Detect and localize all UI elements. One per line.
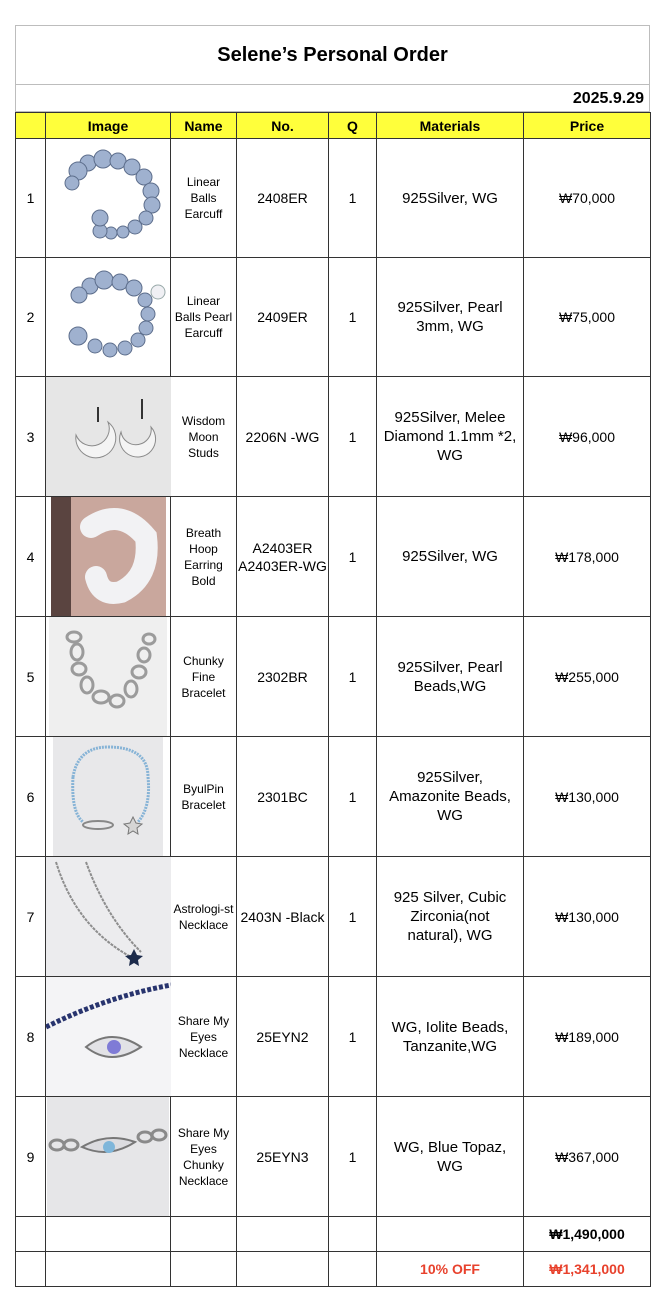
header-no: No. [237,113,329,139]
order-title: Selene’s Personal Order [15,25,650,85]
product-image [46,1097,171,1217]
product-price: ₩75,000 [524,258,651,377]
product-quantity: 1 [329,737,377,857]
product-price: ₩255,000 [524,617,651,737]
header-image: Image [46,113,171,139]
row-index: 5 [16,617,46,737]
product-price: ₩130,000 [524,737,651,857]
header-materials: Materials [377,113,524,139]
product-price: ₩70,000 [524,139,651,258]
eye-necklace-photo-icon [46,977,171,1096]
product-quantity: 1 [329,497,377,617]
product-quantity: 1 [329,377,377,497]
row-index: 8 [16,977,46,1097]
product-materials: WG, Iolite Beads, Tanzanite,WG [377,977,524,1097]
total-row [16,1217,651,1252]
product-price: ₩130,000 [524,857,651,977]
product-name: Astrologi-st Necklace [171,857,237,977]
product-image [46,497,171,617]
header-q: Q [329,113,377,139]
product-no: 2301BC [237,737,329,857]
table-row [16,737,651,857]
table-row [16,857,651,977]
product-price: ₩189,000 [524,977,651,1097]
header-index [16,113,46,139]
discounted-total: ₩1,341,000 [524,1252,651,1287]
row-index: 4 [16,497,46,617]
product-price: ₩178,000 [524,497,651,617]
silver-ball-earcuff-icon [48,143,168,253]
discount-row [16,1252,651,1287]
product-quantity: 1 [329,617,377,737]
product-name: Chunky Fine Bracelet [171,617,237,737]
eye-chunky-necklace-photo-icon [47,1097,169,1216]
table-row [16,977,651,1097]
product-materials: 925Silver, Melee Diamond 1.1mm *2, WG [377,377,524,497]
table-row [16,377,651,497]
header-row [16,113,651,139]
product-quantity: 1 [329,139,377,258]
hoop-earring-photo-icon [51,497,166,616]
discount-label: 10% OFF [377,1252,524,1287]
order-sheet [15,25,650,1287]
product-price: ₩96,000 [524,377,651,497]
table-row [16,497,651,617]
chunky-bracelet-photo-icon [49,617,167,736]
product-materials: 925 Silver, Cubic Zirconia(not natural), WG [377,857,524,977]
product-materials: 925Silver, WG [377,497,524,617]
silver-ball-pearl-earcuff-icon [48,262,168,372]
product-price: ₩367,000 [524,1097,651,1217]
product-name: Linear Balls Earcuff [171,139,237,258]
product-name: Breath Hoop Earring Bold [171,497,237,617]
product-no: 2302BR [237,617,329,737]
product-name: Linear Balls Pearl Earcuff [171,258,237,377]
row-index: 2 [16,258,46,377]
row-index: 9 [16,1097,46,1217]
table-row [16,139,651,258]
order-date: 2025.9.29 [15,85,650,112]
product-image [46,857,171,977]
product-image [46,617,171,737]
product-materials: 925Silver, WG [377,139,524,258]
row-index: 1 [16,139,46,258]
product-name: ByulPin Bracelet [171,737,237,857]
product-quantity: 1 [329,857,377,977]
product-image [46,139,171,258]
row-index: 7 [16,857,46,977]
product-no: A2403ER A2403ER-WG [237,497,329,617]
header-price: Price [524,113,651,139]
star-necklace-photo-icon [46,857,171,976]
product-name: Share My Eyes Necklace [171,977,237,1097]
product-no: 2206N -WG [237,377,329,497]
product-quantity: 1 [329,258,377,377]
product-image [46,377,171,497]
product-quantity: 1 [329,977,377,1097]
row-index: 6 [16,737,46,857]
product-materials: 925Silver, Amazonite Beads, WG [377,737,524,857]
bead-bracelet-photo-icon [53,737,163,856]
header-name: Name [171,113,237,139]
product-name: Share My Eyes Chunky Necklace [171,1097,237,1217]
product-materials: 925Silver, Pearl 3mm, WG [377,258,524,377]
moon-studs-photo-icon [46,377,171,496]
table-row [16,258,651,377]
product-no: 25EYN3 [237,1097,329,1217]
total-price: ₩1,490,000 [524,1217,651,1252]
table-row [16,1097,651,1217]
product-quantity: 1 [329,1097,377,1217]
product-no: 2409ER [237,258,329,377]
product-image [46,737,171,857]
product-name: Wisdom Moon Studs [171,377,237,497]
product-no: 25EYN2 [237,977,329,1097]
product-image [46,258,171,377]
product-materials: 925Silver, Pearl Beads,WG [377,617,524,737]
product-materials: WG, Blue Topaz, WG [377,1097,524,1217]
product-no: 2408ER [237,139,329,258]
product-image [46,977,171,1097]
row-index: 3 [16,377,46,497]
product-no: 2403N -Black [237,857,329,977]
order-table [15,112,651,1287]
table-row [16,617,651,737]
